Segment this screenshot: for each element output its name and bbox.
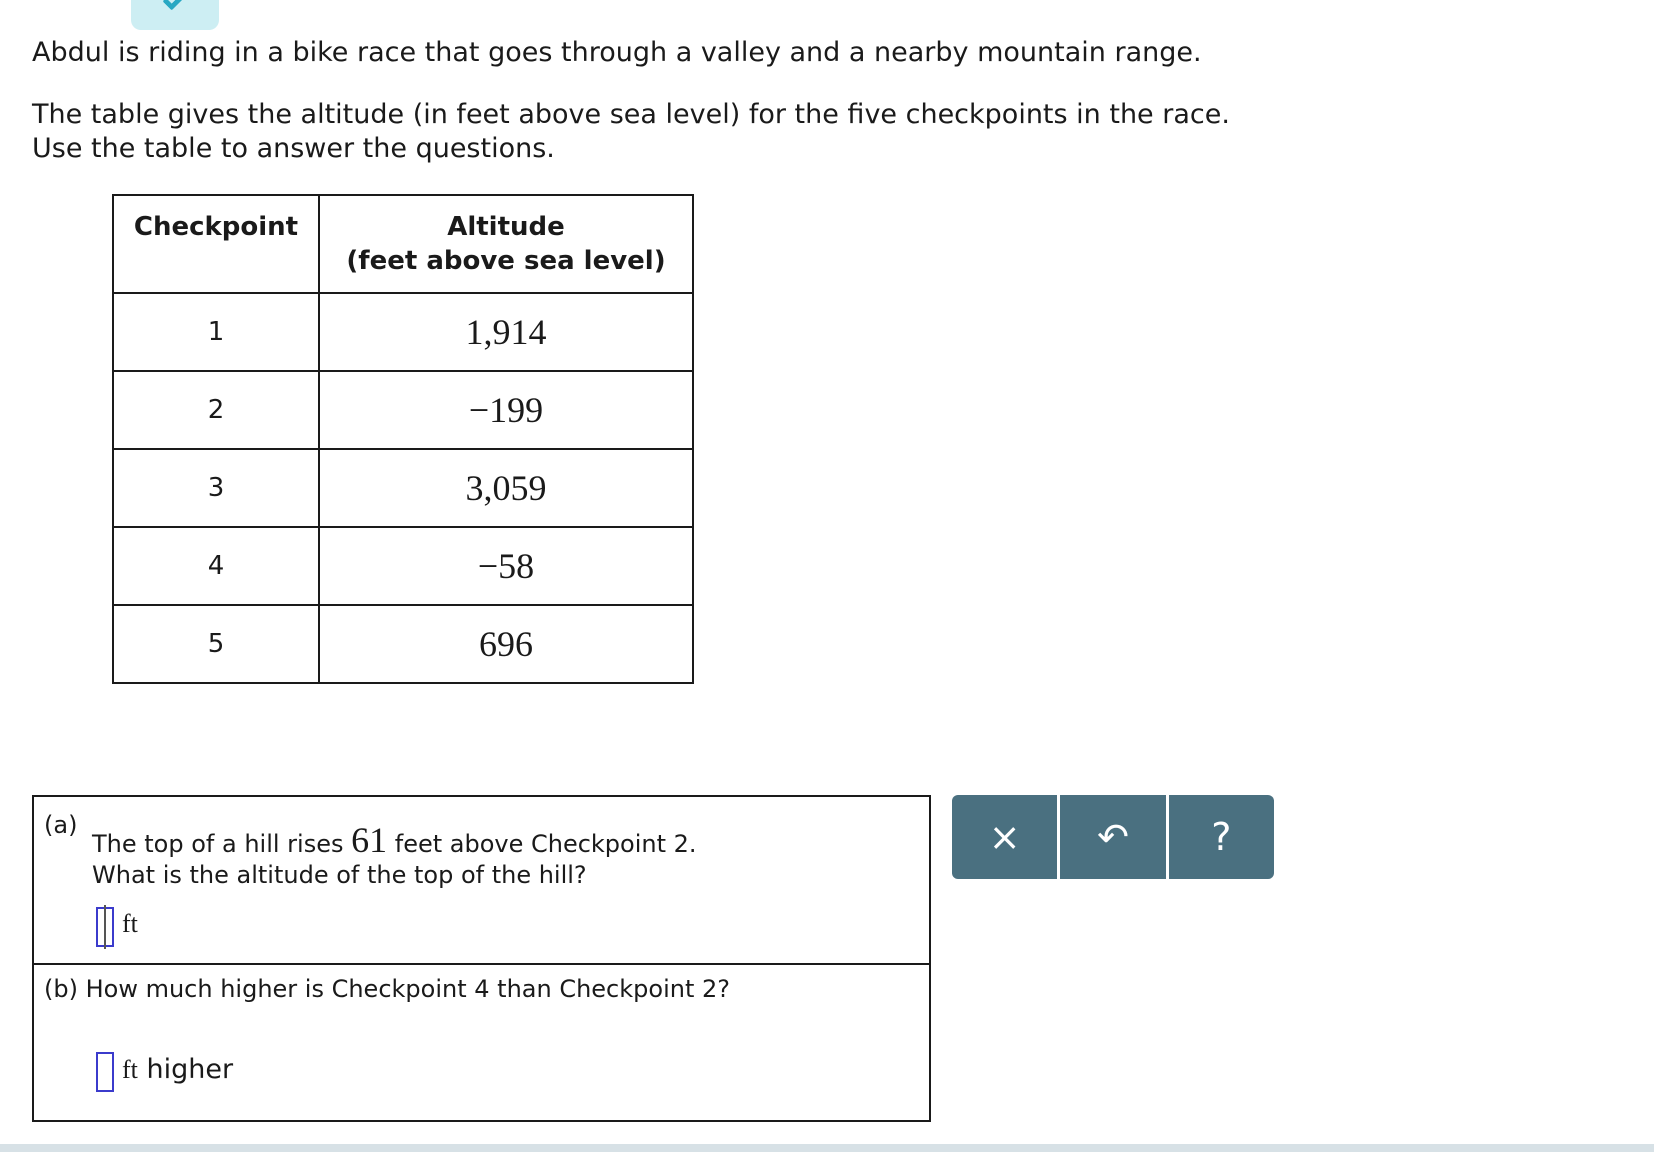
clear-button[interactable] [952, 795, 1057, 879]
checkpoint-cell: 1 [113, 293, 319, 371]
question-a-label: (a) [44, 811, 78, 839]
table-row [113, 527, 693, 605]
answer-a-unit: ft [122, 909, 138, 938]
question-a-text-before: The top of a hill rises [92, 830, 352, 858]
table-header-row [113, 195, 693, 293]
undo-icon: ↶ [1097, 815, 1129, 859]
answer-b-input[interactable] [96, 1052, 114, 1092]
answer-b-unit: ft [122, 1055, 138, 1084]
table-row [113, 449, 693, 527]
question-b-text: (b) How much higher is Checkpoint 4 than Checkpoint 2? [44, 975, 730, 1003]
intro-line-3: Use the table to answer the questions. [32, 133, 555, 164]
altitude-cell: −58 [319, 527, 693, 605]
answer-toolbar [952, 795, 1274, 879]
altitude-table [112, 194, 694, 684]
header-altitude-units: (feet above sea level) [346, 246, 666, 276]
altitude-cell: −199 [319, 371, 693, 449]
table-row [113, 293, 693, 371]
collapse-tab[interactable] [131, 0, 219, 30]
bottom-bar [0, 1144, 1654, 1152]
header-altitude-title: Altitude [447, 212, 565, 242]
altitude-cell: 696 [319, 605, 693, 683]
question-a-text-after: feet above Checkpoint 2. [387, 830, 697, 858]
question-a-number: 61 [351, 820, 388, 860]
header-checkpoint: Checkpoint [113, 195, 319, 293]
checkpoint-cell: 3 [113, 449, 319, 527]
undo-button[interactable] [1057, 795, 1165, 879]
altitude-cell: 3,059 [319, 449, 693, 527]
table-row [113, 605, 693, 683]
checkpoint-cell: 4 [113, 527, 319, 605]
chevron-down-icon [162, 0, 186, 11]
checkpoint-cell: 2 [113, 371, 319, 449]
question-a-text [92, 819, 697, 861]
intro-line-1: Abdul is riding in a bike race that goes through a valley and a nearby mountain range. [32, 37, 1202, 68]
question-divider [34, 963, 929, 965]
header-altitude [319, 195, 693, 293]
question-panel [32, 795, 931, 1122]
intro-line-2: The table gives the altitude (in feet above sea level) for the five checkpoints in the race. [32, 99, 1230, 130]
answer-a-input[interactable] [96, 907, 114, 947]
table-row [113, 371, 693, 449]
checkpoint-cell: 5 [113, 605, 319, 683]
close-icon: × [988, 815, 1021, 859]
altitude-cell: 1,914 [319, 293, 693, 371]
question-a-prompt: What is the altitude of the top of the hill? [92, 861, 587, 889]
answer-b-unit-word: higher [137, 1054, 234, 1085]
answer-b-unit-group [122, 1054, 233, 1085]
help-icon: ? [1211, 815, 1232, 859]
help-button[interactable] [1166, 795, 1274, 879]
